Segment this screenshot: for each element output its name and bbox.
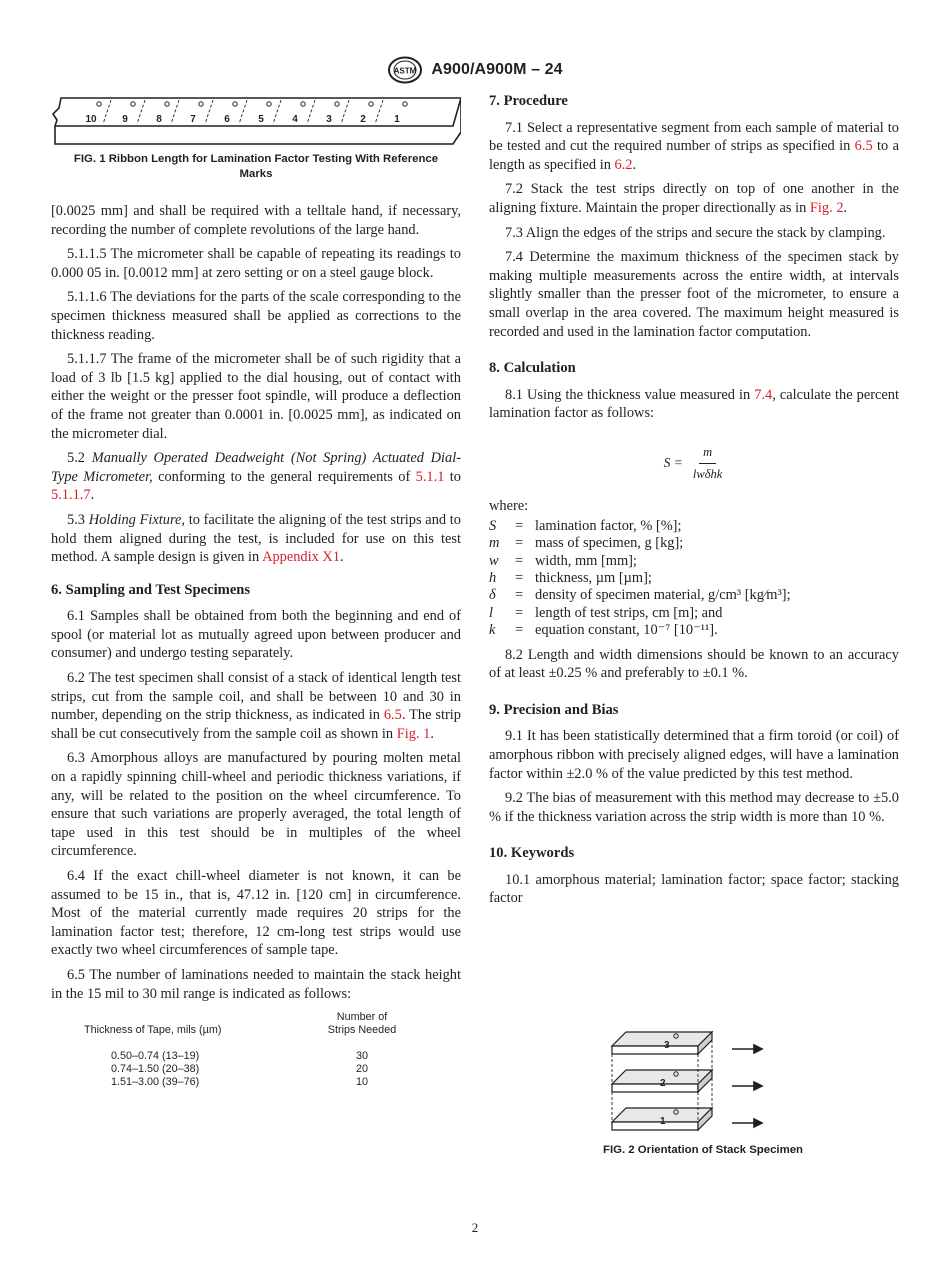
link-fig-2[interactable]: Fig. 2	[809, 199, 844, 216]
reference-mark-label: 6	[224, 114, 230, 125]
cut-line	[205, 100, 213, 124]
stack-layer-3	[612, 1032, 712, 1054]
right-column	[489, 92, 899, 914]
cut-line	[239, 100, 247, 124]
svg-text:2: 2	[660, 1078, 666, 1089]
figure-1	[51, 92, 461, 150]
section-6-heading: 6. Sampling and Test Specimens	[51, 581, 251, 598]
paragraph-5-1-1-7: 5.1.1.7 The frame of the micrometer shall be of such rigidity that a load of 3 lb [1.5 kg] applied to the dial housing, out of contact with either the weight or the presser foot spindle, will produce a deflection of the frame not greater than 0.0001 in. [0.0025 mm], as indicated on the micrometer dial.	[51, 351, 461, 442]
section-9-heading: 9. Precision and Bias	[489, 701, 619, 718]
table-row: 0.50–0.74 (13–19) 30	[111, 1050, 368, 1063]
link-5-1-1-7[interactable]: 5.1.1.7	[51, 487, 91, 504]
reference-mark-circle	[301, 102, 305, 106]
link-6-5[interactable]: 6.5	[854, 138, 873, 155]
variable-row: h = thickness, µm [µm];	[489, 569, 652, 586]
cut-line	[307, 100, 315, 124]
logo-text: ASTM	[393, 66, 417, 76]
figure-2-caption: FIG. 2 Orientation of Stack Specimen	[602, 1144, 803, 1156]
link-appendix-x1[interactable]: Appendix X1	[262, 549, 341, 566]
figure-1-caption: FIG. 1 Ribbon Length for Lamination Factor Testing With Reference Marks	[73, 153, 439, 180]
reference-mark-circle	[131, 102, 135, 106]
reference-mark-circle	[199, 102, 203, 106]
variable-row: l = length of test strips, cm [m]; and	[489, 604, 723, 621]
variable-definitions	[489, 518, 899, 640]
paragraph-9-2: 9.2 The bias of measurement with this method may decrease to ±5.0 % if the thickness variation across the strip width is more than 10 %.	[489, 790, 899, 825]
cut-line	[341, 100, 349, 124]
paragraph-7-2: 7.2 Stack the test strips directly on top of one another in the aligning fixture. Maintain the proper directionally as in Fig. 2.	[489, 181, 899, 216]
reference-mark-label: 7	[190, 114, 196, 125]
page-number: 2	[471, 1220, 479, 1235]
paragraph-6-5: 6.5 The number of laminations needed to maintain the stack height in the 15 mil to 30 mil range is indicated as follows:	[51, 966, 461, 1002]
laminations-table	[51, 1011, 461, 1088]
table-col-strips-header: Number of Strips Needed	[327, 1011, 397, 1036]
paragraph-7-3: 7.3 Align the edges of the strips and secure the stack by clamping.	[505, 224, 886, 241]
lamination-formula	[489, 443, 899, 483]
reference-mark-label: 8	[156, 114, 162, 125]
table-row: 0.74–1.50 (20–38) 20	[111, 1062, 368, 1075]
reference-mark-circle	[267, 102, 271, 106]
table-header	[51, 1011, 461, 1036]
svg-text:1: 1	[660, 1116, 666, 1127]
variable-row: δ = density of specimen material, g/cm³ [kg⁄m³];	[489, 587, 791, 604]
reference-mark-circle	[403, 102, 407, 106]
link-7-4[interactable]: 7.4	[754, 386, 773, 403]
formula-numerator: m	[699, 443, 716, 464]
paragraph-7-1: 7.1 Select a representative segment from each sample of material to be tested and cut the required number of strips as specified in 6.5 to a length as specified in 6.2.	[489, 119, 899, 173]
paragraph-7-4: 7.4 Determine the maximum thickness of the specimen stack by making multiple measurements across the entire width, at intervals slightly smaller than the presser foot of the micrometer, to ensure a small overlap in the area covered. The maximum height measured is recorded and used in the lamination factor computation.	[489, 249, 899, 340]
where-label: where:	[489, 498, 529, 515]
paragraph-6-3: 6.3 Amorphous alloys are manufactured by pouring molten metal on a rapidly spinning chill-wheel and periodic thickness variations, if any, will be related to the position on the wheel circumference. To ensure that such variations are properly averaged, the total length of tape used in this test should be in multiples of the wheel circumference.	[51, 750, 461, 860]
direction-arrows	[732, 1045, 762, 1127]
reference-mark-circle	[335, 102, 339, 106]
variable-row: w = width, mm [mm];	[489, 552, 637, 569]
table-row: 1.51–3.00 (39–76) 10	[111, 1075, 368, 1088]
reference-mark-label: 2	[360, 114, 366, 125]
cut-line	[171, 100, 179, 124]
arrow-right-icon	[754, 1082, 762, 1090]
variable-row: m = mass of specimen, g [kg];	[489, 535, 684, 552]
link-fig-1[interactable]: Fig. 1	[396, 725, 431, 742]
reference-mark-label: 10	[85, 114, 97, 125]
table-col-thickness-header: Thickness of Tape, mils (µm)	[84, 1023, 222, 1036]
paragraph-6-1: 6.1 Samples shall be obtained from both the beginning and end of spool (or material lot as mutually agreed upon between producer and consumer) and undergo testing separately.	[51, 608, 461, 662]
page-header	[0, 56, 950, 84]
paragraph-5-1-1-6: 5.1.1.6 The deviations for the parts of the scale corresponding to the specimen thickness measured shall be applied as corrections to the thickness reading.	[51, 289, 461, 343]
reference-mark-circle	[369, 102, 373, 106]
arrow-right-icon	[754, 1045, 762, 1053]
stack-layer-1	[612, 1108, 712, 1130]
section-7-heading: 7. Procedure	[489, 93, 568, 109]
svg-text:3: 3	[664, 1040, 670, 1051]
section-8-heading: 8. Calculation	[489, 360, 576, 377]
paragraph-6-2: 6.2 The test specimen shall consist of a stack of identical length test strips, cut from the sample coil, and shall be between 10 and 30 in number, depending on the strip thickness, as indicated in 6.5. The strip shall be cut consecutively from the sample coil as shown in Fig. 1.	[51, 670, 461, 742]
standard-designation: A900/A900M – 24	[431, 61, 563, 78]
cut-line	[137, 100, 145, 124]
reference-mark-label: 4	[292, 114, 298, 125]
reference-mark-label: 1	[394, 114, 400, 125]
stack-layer-2	[612, 1070, 712, 1092]
left-column	[51, 92, 461, 1088]
arrow-right-icon	[754, 1119, 762, 1127]
cut-line	[375, 100, 383, 124]
ribbon-figure	[51, 92, 461, 150]
reference-mark-circle	[97, 102, 101, 106]
link-6-2[interactable]: 6.2	[614, 156, 633, 173]
figure-2	[576, 1026, 816, 1141]
formula-lhs: S =	[663, 454, 683, 470]
reference-mark-label: 5	[258, 114, 264, 125]
cut-line	[103, 100, 111, 124]
stack-specimen-figure	[576, 1026, 816, 1136]
reference-mark-circle	[233, 102, 237, 106]
section-10-heading: 10. Keywords	[489, 845, 575, 862]
paragraph-5-2: 5.2 Manually Operated Deadweight (Not Spring) Actuated Dial-Type Micrometer, conforming to the general requirements of 5.1.1 to 5.1.1.7.	[51, 450, 461, 504]
paragraph-9-1: 9.1 It has been statistically determined that a firm toroid (or coil) of amorphous ribbon with precisely aligned edges, will have a lamination factor within ±2.0 % of the value predicted by this test method.	[489, 728, 899, 782]
formula-denominator: lwδhk	[692, 466, 723, 481]
reference-mark-label: 9	[122, 114, 128, 125]
paragraph-8-2: 8.2 Length and width dimensions should be known to an accuracy of at least ±0.25 % and preferably to ±0.1 %.	[489, 646, 899, 682]
astm-logo-icon	[387, 56, 423, 84]
variable-row: S = lamination factor, % [%];	[489, 517, 682, 534]
cut-line	[273, 100, 281, 124]
paragraph-5-3: 5.3 Holding Fixture, to facilitate the aligning of the test strips and to hold them aligned during the test, is included for use on this test method. A sample design is given in Appendix X1.	[51, 511, 461, 566]
link-6-5[interactable]: 6.5	[383, 707, 402, 724]
formula-fraction	[691, 443, 724, 483]
paragraph-10-1: 10.1 amorphous material; lamination factor; space factor; stacking factor	[489, 871, 899, 907]
paragraph-6-4: 6.4 If the exact chill-wheel diameter is not known, it can be assumed to be 15 in., that is, 47.12 in. [120 cm] in circumference. Most of the material currently made requires 20 strips for the lamination factor test; therefore, 12 cm-long test strips would use exactly two wheel circumferences of sample tape.	[51, 868, 461, 959]
paragraph-5-1-1-5: 5.1.1.5 The micrometer shall be capable of repeating its readings to 0.000 05 in. [0.0012 mm] at zero setting or on a steel gauge block.	[51, 246, 461, 281]
paragraph-8-1: 8.1 Using the thickness value measured in 7.4, calculate the percent lamination factor as follows:	[489, 386, 899, 422]
reference-mark-label: 3	[326, 114, 332, 125]
paragraph-continued: [0.0025 mm] and shall be required with a telltale hand, if necessary, recording the number of complete revolutions of the large hand.	[51, 203, 461, 238]
link-5-1-1[interactable]: 5.1.1	[415, 468, 445, 485]
variable-row: k = equation constant, 10⁻⁷ [10⁻¹¹].	[489, 622, 718, 639]
reference-mark-circle	[165, 102, 169, 106]
